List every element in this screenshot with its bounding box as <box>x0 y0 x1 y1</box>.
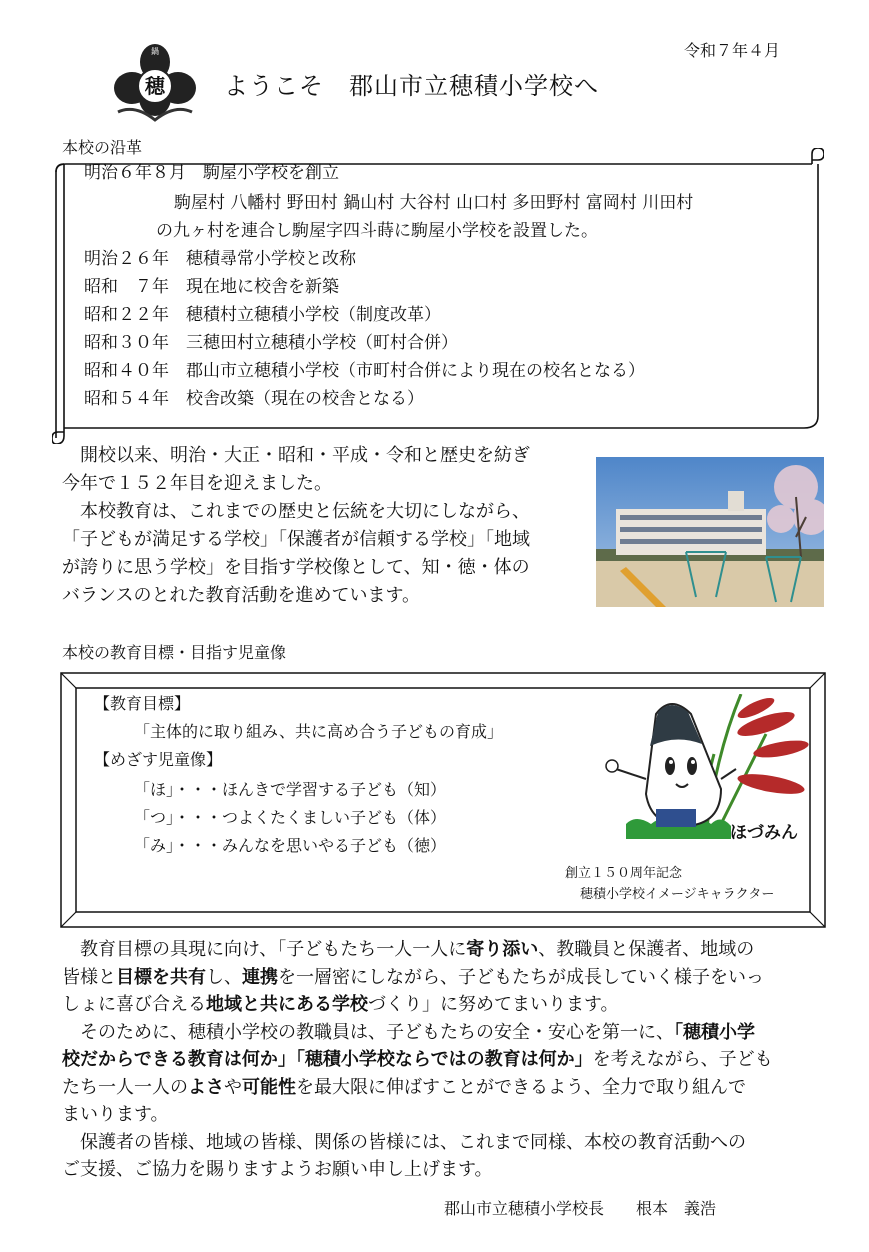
svg-text:穂: 穂 <box>145 74 165 98</box>
intro-line: 今年で１５２年目を迎えました。 <box>62 473 332 494</box>
intro-line: バランスのとれた教育活動を進めています。 <box>62 585 421 606</box>
message-line: まいります。 <box>62 1104 169 1125</box>
intro-line: が誇りに思う学校」を目指す学校像として、知・徳・体の <box>62 557 530 578</box>
goals-heading: 本校の教育目標・目指す児童像 <box>62 643 287 662</box>
history-line: 昭和４０年 郡山市立穂積小学校（市町村合併により現在の校名となる） <box>84 361 645 381</box>
goal-statement: 「主体的に取り組み、共に高め合う子どもの育成」 <box>134 722 503 741</box>
history-line: の九ヶ村を連合し駒屋字四斗蒔に駒屋小学校を設置した。 <box>156 221 598 241</box>
message-line: 保護者の皆様、地域の皆様、関係の皆様には、これまで同様、本校の教育活動への <box>62 1131 746 1153</box>
history-line: 昭和５４年 校舎改築（現在の校舎となる） <box>84 389 424 409</box>
history-heading: 本校の沿革 <box>62 138 143 157</box>
ideal-child-item: 「つ」・・・つよくたくましい子ども（体） <box>134 808 447 827</box>
svg-text:ほづみん: ほづみん <box>730 823 798 843</box>
message-line: 校だからできる教育は何か」「穂積小学校ならではの教育は何か」を考えながら、子ども <box>62 1049 773 1070</box>
ideal-child-label: 【めざす児童像】 <box>94 750 223 769</box>
goal-label: 【教育目標】 <box>94 694 191 713</box>
mascot-caption-line2: 穂積小学校イメージキャラクター <box>580 887 775 902</box>
intro-line: 開校以来、明治・大正・昭和・平成・令和と歴史を紡ぎ <box>62 445 530 466</box>
ideal-child-item: 「ほ」・・・ほんきで学習する子ども（知） <box>134 780 447 799</box>
ideal-child-item: 「み」・・・みんなを思いやる子ども（徳） <box>134 836 447 855</box>
intro-paragraph <box>62 442 530 610</box>
history-line: 昭和２２年 穂積村立穂積小学校（制度改革） <box>84 305 441 325</box>
school-emblem-icon <box>110 40 200 126</box>
message-line: しょに喜び合える地域と共にある学校づくり」に努めてまいります。 <box>62 994 619 1015</box>
message-line: そのために、穂積小学校の教職員は、子どもたちの安全・安心を第一に、「穂積小学 <box>62 1021 755 1043</box>
history-line: 明治２６年 穂積尋常小学校と改称 <box>84 249 356 269</box>
document-date: 令和７年４月 <box>684 41 781 60</box>
page-title: ようこそ 郡山市立穂積小学校へ <box>224 72 599 100</box>
intro-line: 「子どもが満足する学校」「保護者が信頼する学校」「地域 <box>62 529 530 550</box>
principal-signature: 郡山市立穂積小学校長 根本 義浩 <box>444 1199 717 1218</box>
message-line: 皆様と目標を共有し、連携を一層密にしながら、子どもたちが成長していく様子をいっ <box>62 966 764 988</box>
message-line: 教育目標の具現に向け、「子どもたち一人一人に寄り添い、教職員と保護者、地域の <box>62 939 755 960</box>
svg-text:鍋: 鍋 <box>151 47 159 56</box>
message-line: たち一人一人のよさや可能性を最大限に伸ばすことができるよう、全力で取り組んで <box>62 1076 746 1098</box>
history-line: 昭和３０年 三穂田村立穂積小学校（町村合併） <box>84 333 458 353</box>
history-line: 明治６年８月 駒屋小学校を創立 <box>84 163 339 183</box>
mascot-caption-line1: 創立１５０周年記念 <box>565 866 683 881</box>
message-line: ご支援、ご協力を賜りますようお願い申し上げます。 <box>62 1159 493 1180</box>
history-line: 昭和 ７年 現在地に校舎を新築 <box>84 277 339 297</box>
principal-message <box>62 936 773 1184</box>
mascot-hodumin-icon <box>596 694 816 850</box>
intro-line: 本校教育は、これまでの歴史と伝統を大切にしながら、 <box>62 501 530 522</box>
history-line: 駒屋村 八幡村 野田村 鍋山村 大谷村 山口村 多田野村 富岡村 川田村 <box>174 193 694 213</box>
school-building-photo <box>596 457 824 607</box>
